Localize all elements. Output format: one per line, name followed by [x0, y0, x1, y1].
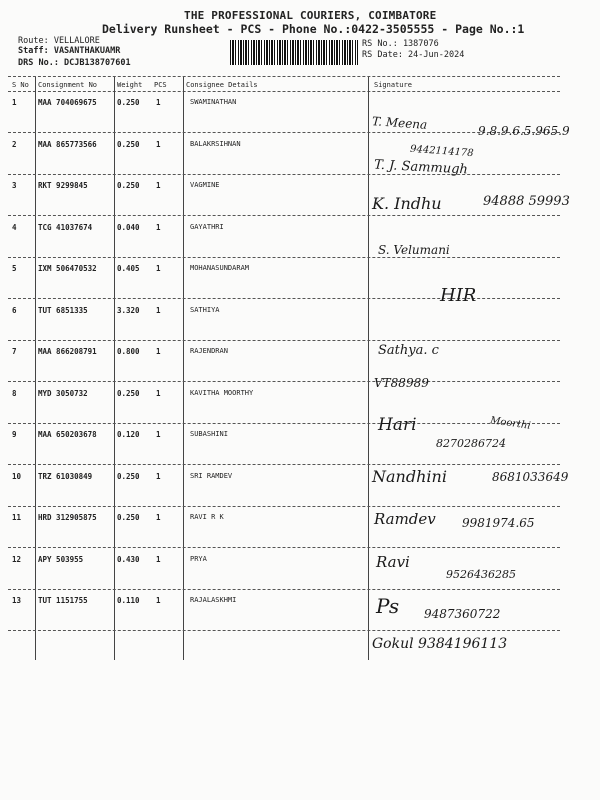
row-divider — [8, 423, 560, 424]
row-pcs: 1 — [156, 513, 161, 522]
row-weight: 0.405 — [117, 264, 140, 273]
row-consignee-name: SATHIYA — [190, 305, 220, 314]
row-consignment-no: TRZ 61030849 — [38, 471, 93, 481]
row-weight: 0.110 — [117, 596, 140, 605]
row-pcs: 1 — [156, 347, 161, 356]
signature-handwriting: Ramdev — [374, 510, 436, 528]
signature-handwriting: Moorthi — [489, 415, 532, 432]
row-weight: 0.120 — [117, 430, 140, 439]
column-divider — [114, 77, 115, 660]
signature-handwriting: S. Velumani — [378, 243, 450, 257]
row-pcs: 1 — [156, 471, 161, 481]
header-divider-bottom — [8, 91, 560, 92]
row-pcs: 1 — [156, 305, 161, 315]
row-divider — [8, 340, 560, 341]
row-consignment-no: MAA 650203678 — [38, 430, 97, 439]
row-consignment-no: IXM 506470532 — [38, 264, 97, 273]
row-divider — [8, 174, 560, 175]
signature-handwriting: K. Indhu — [372, 194, 442, 213]
column-divider — [35, 77, 36, 660]
row-sno: 3 — [12, 181, 17, 190]
signature-handwriting: 94888 59993 — [483, 194, 570, 209]
row-sno: 1 — [12, 98, 17, 107]
signature-handwriting: 9981974.65 — [462, 516, 535, 530]
barcode — [230, 40, 358, 65]
row-sno: 13 — [12, 596, 22, 605]
row-sno: 4 — [12, 222, 17, 232]
row-sno: 5 — [12, 264, 17, 273]
row-pcs: 1 — [156, 181, 161, 190]
row-consignee-name: KAVITHA MOORTHY — [190, 388, 254, 397]
header-divider-top — [8, 76, 560, 77]
row-consignee-name: SWAMINATHAN — [190, 98, 237, 106]
row-consignment-no: TUT 1151755 — [38, 596, 88, 605]
col-header-consignment: Consignment No — [38, 81, 98, 89]
company-title: THE PROFESSIONAL COURIERS, COIMBATORE — [184, 9, 437, 22]
route-label: Route: VELLALORE — [18, 36, 100, 46]
row-sno: 9 — [12, 430, 17, 439]
row-divider — [8, 630, 560, 631]
row-pcs: 1 — [156, 98, 161, 107]
row-weight: 0.250 — [117, 471, 140, 481]
row-consignee-name: RAVI R K — [190, 513, 224, 521]
row-sno: 7 — [12, 347, 17, 356]
row-sno: 12 — [12, 554, 22, 564]
row-divider — [8, 506, 560, 507]
row-consignment-no: HRD 312905875 — [38, 513, 97, 522]
signature-handwriting: Gokul 9384196113 — [372, 636, 508, 652]
row-weight: 0.250 — [117, 139, 140, 149]
row-sno: 10 — [12, 471, 22, 481]
signature-handwriting: Nandhini — [372, 467, 447, 486]
row-weight: 0.430 — [117, 554, 140, 564]
signature-handwriting: VT88989 — [374, 376, 429, 390]
row-consignment-no: MYD 3050732 — [38, 388, 88, 398]
runsheet-title: Delivery Runsheet - PCS - Phone No.:0422-3505555 - Page No.:1 — [102, 22, 525, 36]
row-consignee-name: MOHANASUNDARAM — [190, 264, 250, 272]
row-pcs: 1 — [156, 264, 161, 273]
signature-handwriting: T. Meena — [371, 114, 428, 132]
row-weight: 0.250 — [117, 98, 140, 107]
staff-label: Staff: VASANTHAKUAMR — [18, 46, 121, 56]
row-consignment-no: MAA 865773566 — [38, 139, 97, 149]
row-consignee-name: GAYATHRI — [190, 222, 224, 231]
signature-handwriting: T. J. Sammugh — [373, 157, 469, 178]
signature-handwriting: HIR — [440, 285, 477, 306]
row-consignment-no: TCG 41037674 — [38, 222, 93, 232]
signature-handwriting: 8270286724 — [436, 437, 506, 450]
row-pcs: 1 — [156, 222, 161, 232]
row-divider — [8, 257, 560, 258]
drs-number: DRS No.: DCJB138707601 — [18, 58, 131, 68]
signature-handwriting: Hari — [378, 415, 417, 435]
col-header-signature: Signature — [374, 81, 412, 89]
rs-number: RS No.: 1387076 — [362, 39, 439, 49]
col-header-consignee: Consignee Details — [186, 81, 258, 89]
row-weight: 0.250 — [117, 181, 140, 190]
row-consignee-name: SRI RAMDEV — [190, 471, 233, 480]
row-pcs: 1 — [156, 139, 161, 149]
row-consignment-no: MAA 866208791 — [38, 347, 97, 356]
row-sno: 8 — [12, 388, 17, 398]
row-weight: 0.250 — [117, 388, 140, 398]
row-weight: 0.250 — [117, 513, 140, 522]
signature-handwriting: 9442114178 — [409, 143, 474, 160]
row-weight: 0.040 — [117, 222, 140, 232]
signature-handwriting: 9.8.9.6.5.965.9 — [478, 124, 570, 138]
col-header-sno: S No — [12, 81, 29, 89]
row-pcs: 1 — [156, 430, 161, 439]
row-consignee-name: PRYA — [190, 554, 207, 563]
row-pcs: 1 — [156, 596, 161, 605]
signature-handwriting: Ps — [376, 594, 400, 618]
signature-handwriting: 9526436285 — [446, 568, 516, 581]
row-consignment-no: APY 503955 — [38, 554, 84, 564]
col-header-pcs: PCS — [154, 81, 167, 89]
signature-handwriting: Ravi — [376, 553, 410, 571]
row-consignee-name: RAJALASKHMI — [190, 596, 237, 604]
row-consignee-name: BALAKRSIHNAN — [190, 139, 241, 148]
row-divider — [8, 215, 560, 216]
row-consignee-name: RAJENDRAN — [190, 347, 228, 355]
row-sno: 2 — [12, 139, 17, 149]
row-divider — [8, 589, 560, 590]
row-consignee-name: SUBASHINI — [190, 430, 228, 438]
row-sno: 11 — [12, 513, 22, 522]
signature-handwriting: 9487360722 — [424, 607, 501, 621]
row-weight: 3.320 — [117, 305, 140, 315]
row-divider — [8, 547, 560, 548]
column-divider — [368, 77, 369, 660]
signature-handwriting: 8681033649 — [492, 470, 569, 484]
row-pcs: 1 — [156, 388, 161, 398]
row-consignment-no: TUT 6851335 — [38, 305, 88, 315]
signature-handwriting: Sathya. c — [378, 343, 439, 358]
column-divider — [183, 77, 184, 660]
row-pcs: 1 — [156, 554, 161, 564]
row-consignee-name: VAGMINE — [190, 181, 220, 189]
row-divider — [8, 381, 560, 382]
col-header-weight: Weight — [117, 81, 143, 89]
row-divider — [8, 298, 560, 299]
row-divider — [8, 464, 560, 465]
row-consignment-no: RKT 9299845 — [38, 181, 88, 190]
row-weight: 0.800 — [117, 347, 140, 356]
row-sno: 6 — [12, 305, 17, 315]
row-consignment-no: MAA 704069675 — [38, 98, 97, 107]
rs-date: RS Date: 24-Jun-2024 — [362, 50, 465, 60]
